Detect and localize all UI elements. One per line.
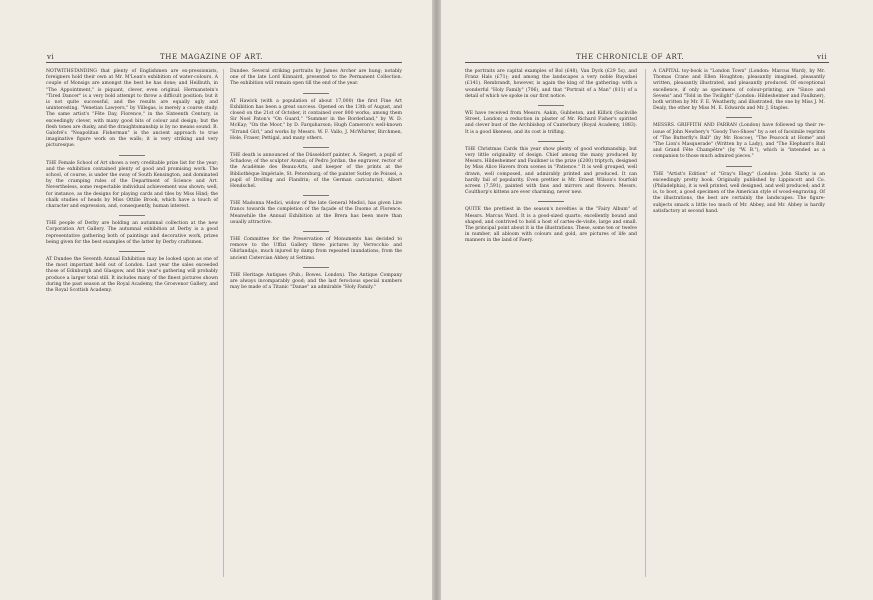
left-column-1 bbox=[46, 69, 218, 296]
paragraph: Dundee. Several striking portraits by James Archer are hung; notably one of the late Lord Kinnaird, presented to the Permanent Collection. The exhibition will remain open till the end of the year. bbox=[230, 69, 402, 87]
section-divider bbox=[119, 155, 145, 156]
paragraph: the portraits are capital examples of Bol (£48), Van Dyck (£29 5s), and Franz Hals (£71); and among the landscapes a very noble Ruysdael (£141). Rembrandt, however, is again the king of the gathering: with a wonderful "Holy Family" (706), and that "Portrait of a Man" (811) of a detail of which we spoke in our first notice. bbox=[465, 69, 637, 99]
paragraph: THE Madonna Medici, widow of the late General Medici, has given Lire francs towards the completion of the façade of the Duomo at Florence. Meanwhile the Annual Exhibition at the Brera has been more than usually attractive. bbox=[230, 201, 402, 225]
column-rule bbox=[223, 69, 224, 577]
left-column-2 bbox=[230, 69, 402, 293]
book-gutter bbox=[432, 0, 441, 600]
paragraph: THE death is announced of the Düsseldorf painter, A. Siegert, a pupil of Schadow; of the sculptor Avanzi; of Pedro Jordan, the engraver, rector of the Académie des Beaux-Arts, and keeper of the prints at the Bibliothèque Impériale, St. Petersburg; of the painter Sutley de Poissel, a pupil of Drolling and Flandrin; of the German caricaturist, Albert Hendschel. bbox=[230, 153, 402, 190]
paragraph: AT Dundee the Seventh Annual Exhibition may be looked upon as one of the most important held out of London. Last year the sales exceeded those of Edinburgh and Glasgow, and this year's gathering will probably produce a larger total still. It includes many of the finest pictures shown during the past season at the Royal Academy, the Grosvenor Gallery, and the Royal Scottish Academy. bbox=[46, 257, 218, 294]
section-divider bbox=[726, 166, 752, 167]
paragraph: WE have received from Messrs. Aakin, Gubbeton, and Killick (Sackville Street, London) a reduction in plaster of Mr. Richard Fisher's spirited and clever bust of the Archbishop of Canterbury (Royal Academy, 1883). It is a good likeness, and its cost is trifling. bbox=[465, 111, 637, 135]
section-divider bbox=[303, 231, 329, 232]
paragraph: THE Committee for the Preservation of Monuments has decided to remove to the Uffizi Gallery three pictures by Verrocchio and Ghirlandajo, much injured by damp from repeated inundations, from the ancient Cistercian Abbey at Settimo. bbox=[230, 237, 402, 261]
paragraph: THE Christmas Cards this year show plenty of good workmanship, but very little originality of design. Chief among the many produced by Messrs. Hildesheimer and Faulkner is the prize (£200) triptych, designed by Miss Alice Havers from scenes in "Patience." It is well grouped, well drawn, well composed, and admirably printed and produced. It can hardly fail of popularity. Even prettier is Mr. Ernest Wilson's fourfold screen (7,591), painted with fans and mirrors and flowers. Messrs. Coulthorp's kittens are ever charming, never new. bbox=[465, 146, 637, 196]
paragraph: AT Hawick (with a population of about 17,000) the first Fine Art Exhibition has been a great success. Opened on the 13th of August, and closed on the 21st of October, it contained over 800 works; among them Sir Noel Paton's "On Guard," "Summer in the Borderland," by W. D. McKay; "On the Moor," by D. Farquharson; Hugh Cameron's well-known "Errand Girl," and works by Messrs. W. F. Vallo, J. McWhirter, Birchmen, Hole, Fraser, Pettigal, and many others. bbox=[230, 98, 402, 141]
section-divider bbox=[538, 105, 564, 106]
paragraph: MESSRS. GRIFFITH AND FARRAN (London) have followed up their re-issue of John Newbery's "Goody Two-Shoes" by a set of facsimile reprints of "The Butterfly's Ball" (by Mr. Roscoe), "The Peacock at Home" and "The Lion's Masquerade" (Written by a Lady), and "The Elephant's Ball and Grand Fête Champêtre" (by "W. B."), which is "intended as a companion to those much admired pieces." bbox=[653, 123, 825, 160]
section-divider bbox=[119, 215, 145, 216]
right-column-2 bbox=[653, 69, 825, 217]
section-divider bbox=[303, 147, 329, 148]
paragraph: THE "Artist's Edition" of "Gray's Elegy" (London: John Slark) is an exceedingly pretty book. Originally published by Lippincott and Co. (Philadelphia), it is well printed, well designed, and well produced; and it is, to boot, a good specimen of the American style of wood-engraving. Of the illustrations, the best are certainly the landscapes. The figure-subjects smack a little too much of Mr. Abbey, and Mr. Abbey is hardly satisfactory at second hand. bbox=[653, 171, 825, 214]
section-divider bbox=[726, 117, 752, 118]
section-divider bbox=[538, 141, 564, 142]
paragraph: THE Heritage Antiques (Pub.; Bowes. London). The Antique Company are always incomparably good; and the last ferocious special numbers may be made of a Titanic "Danae" an admirable "Holy Family." bbox=[230, 272, 402, 291]
paragraph: THE Female School of Art shows a very creditable prize list for the year; and the exhibition contained plenty of good and promising work. The school, of course, is under the sway of South Kensington, and dominated by the cramping rules of the Department of Science and Art. Nevertheless, some respectable individual achievement was shown; well, for instance, as the designs for playing cards and tiles by Miss Hind; the chalk studies of heads by Miss Ottilie Brook, which have a touch of character and expression, and, consequently, human interest. bbox=[46, 160, 218, 210]
left-head-rule bbox=[46, 62, 402, 63]
paragraph: A CAPITAL toy-book is "London Town" (London: Marcus Ward), by Mr. Thomas Crane and Ellen Houghton; pleasantly imagined, pleasantly written, pleasantly illustrated, and pleasantly produced. Of exceptional excellence, if only as specimens of colour-printing, are "Since and Sevens" and "Told in the Twilight" (London: Hildesheimer and Faulkner), both written by Mr. F. E. Weatherly, and illustrated, the one by Miss J. M. Dealy, the other by Miss M. E. Edwards and Mr. J. Staples. bbox=[653, 69, 825, 112]
paragraph: NOTWITHSTANDING that plenty of Englishmen are ex-pressionists, foreigners hold their own at Mr. M'Lean's exhibition of water-colours. A couple of Monsigs are amongst the best he has done; and Heilbuth, in "The Appointment," is piquant, clever, even original. Hermanstein's "Tired Dancer" is a very bold attempt to throw a difficult position; but it is not quite successful, and the results are equally ugly and uninteresting. "Venetian Lawyers," by Villegas, is merely a coarse study. The same artist's "Fête Day, Florence," in the Sixteenth Century, is exceedingly clever, with many good bits of colour and design; but the flesh tones are dusky, and the draughtsmanship is by no means sound. B. Galofré's "Neapolitan Fisherman" is the ancient approach to true imaginative figure work on the walls; it is very striking and very picturesque. bbox=[46, 69, 218, 149]
right-running-head: THE CHRONICLE OF ART. bbox=[576, 53, 685, 61]
left-running-head: THE MAGAZINE OF ART. bbox=[160, 53, 263, 61]
section-divider bbox=[303, 195, 329, 196]
column-rule bbox=[645, 69, 646, 577]
right-head-rule bbox=[465, 62, 829, 63]
section-divider bbox=[538, 201, 564, 202]
section-divider bbox=[119, 251, 145, 252]
section-divider bbox=[303, 267, 329, 268]
left-page bbox=[0, 0, 432, 600]
paragraph: THE people of Derby are holding an autumnal collection at the new Corporation Art Gallery. The autumnal exhibition at Derby is a good representative gathering both of paintings and decorative work, prizes being given for the best examples of the latter by Derby craftsmen. bbox=[46, 221, 218, 245]
section-divider bbox=[303, 93, 329, 94]
paragraph: QUITE the prettiest in the season's novelties is the "Fairy Album" of Messrs. Marcus Ward. It is a good-sized quarto, excellently bound and shaped, and contrived to hold a host of cartes-de-visite, large and small. The principal point about it is the illustrations. These, some ten or twelve in number, all abloom with colours and gold, are pictures of life and manners in the land of Faery. bbox=[465, 207, 637, 244]
right-folio: vii bbox=[817, 53, 828, 61]
left-folio: vi bbox=[47, 53, 55, 61]
right-column-1 bbox=[465, 69, 637, 247]
right-page bbox=[441, 0, 873, 600]
